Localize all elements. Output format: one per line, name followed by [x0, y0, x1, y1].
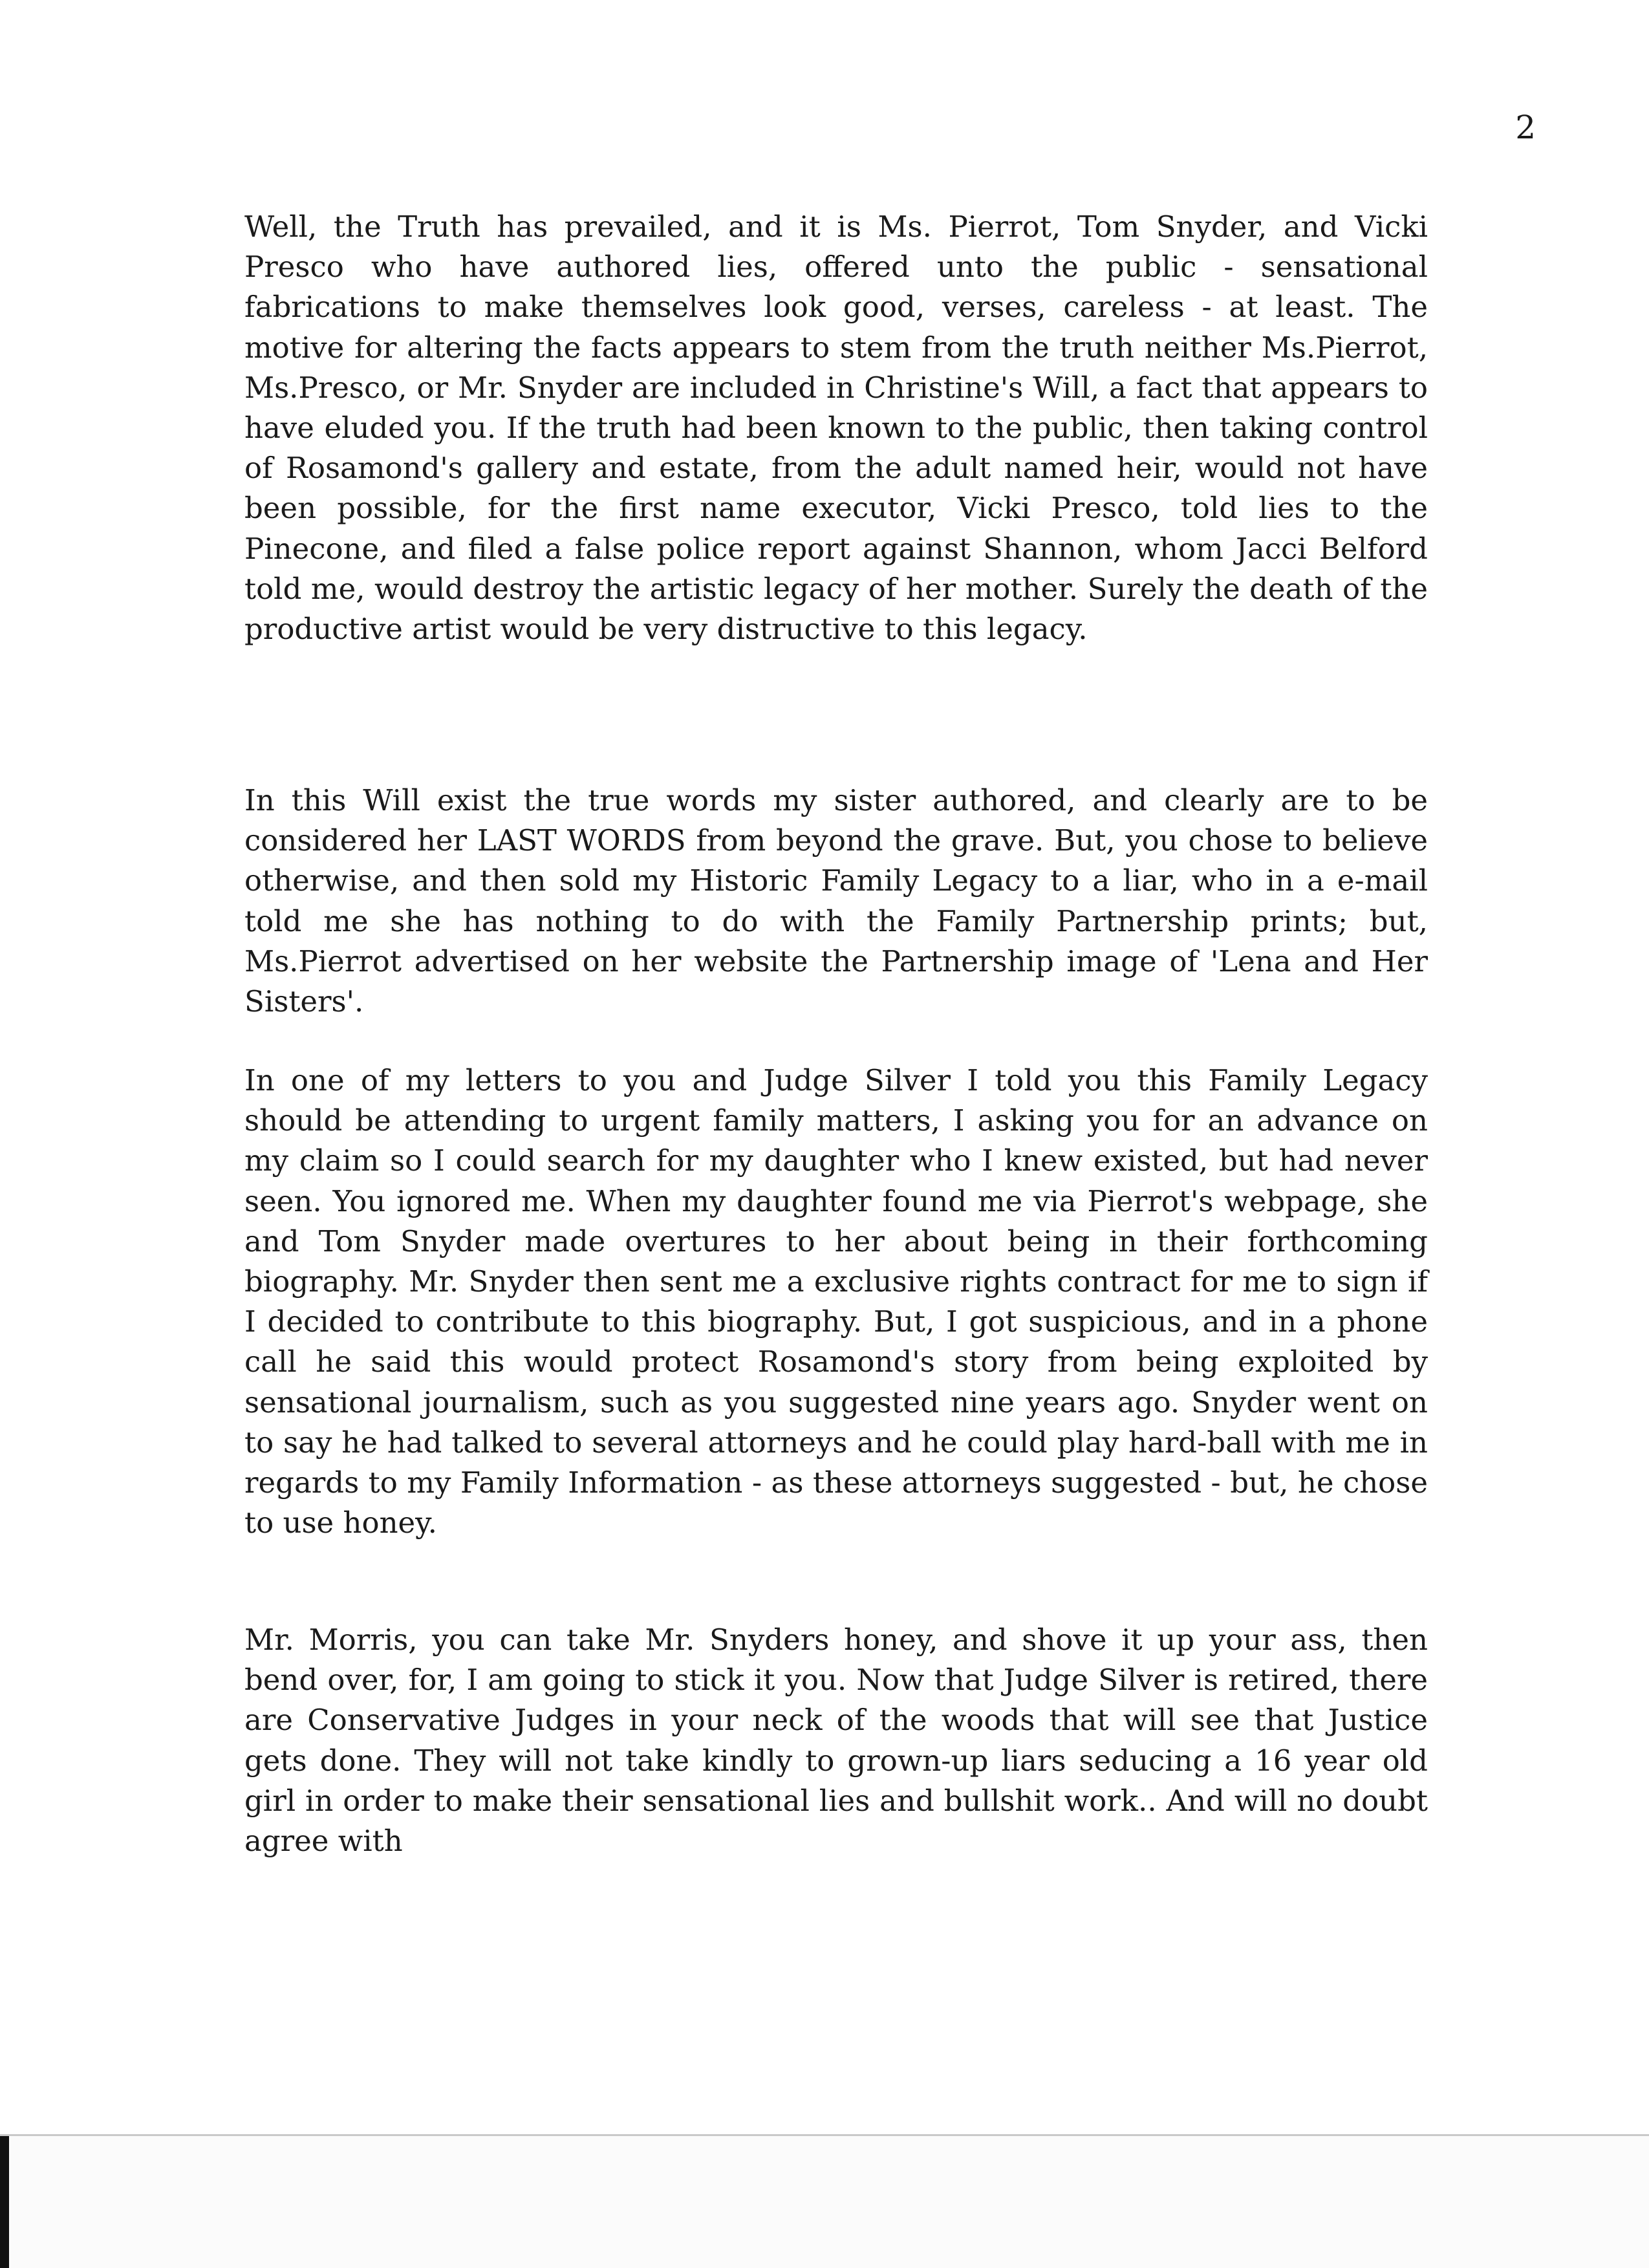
- page-number: 2: [1515, 109, 1536, 146]
- paragraph-family-legacy: In one of my letters to you and Judge Silver I told you this Family Legacy should be attending to urgent family matters, I asking you for an advance on my claim so I could search for my daughter who I knew existed, but had never seen. You ignored me. When my daughter found me via Pierrot's webpage, she and Tom Snyder made overtures to her about being in their forthcoming biography. Mr. Snyder then sent me a exclusive rights contract for me to sign if I decided to contribute to this biography. But, I got suspicious, and in a phone call he said this would protect Rosamond's story from being exploited by sensational journalism, such as you suggested nine years ago. Snyder went on to say he had talked to several attorneys and he could play hard-ball with me in regards to my Family Information - as these attorneys suggested - but, he chose to use honey.: [244, 1063, 1428, 1540]
- paragraph-truth-prevailed: Well, the Truth has prevailed, and it is Ms. Pierrot, Tom Snyder, and Vicki Presco who have authored lies, offered unto the public - sensational fabrications to make themselves look good, verses, careless - at least. The motive for altering the facts appears to stem from the truth neither Ms.Pierrot, Ms.Presco, or Mr. Snyder are included in Christine's Will, a fact that appears to have eluded you. If the truth had been known to the public, then taking control of Rosamond's gallery and estate, from the adult named heir, would not have been possible, for the first name executor, Vicki Presco, told lies to the Pinecone, and filed a false police report against Shannon, whom Jacci Belford told me, would destroy the artistic legacy of her mother. Surely the death of the productive artist would be very distructive to this legacy.: [244, 210, 1428, 647]
- scan-bottom-area: [0, 2136, 1649, 2268]
- paragraph-will-last-words: In this Will exist the true words my sister authored, and clearly are to be considered her LAST WORDS from beyond the grave. But, you chose to believe otherwise, and then sold my Historic Family Legacy to a liar, who in a e-mail told me she has nothing to do with the Family Partnership prints; but, Ms.Pierrot advertised on her website the Partnership image of 'Lena and Her Sisters'.: [244, 783, 1428, 1019]
- paragraph-mr-morris: Mr. Morris, you can take Mr. Snyders honey, and shove it up your ass, then bend over, for, I am going to stick it you. Now that Judge Silver is retired, there are Conservative Judges in your neck of the woods that will see that Justice gets done. They will not take kindly to grown-up liars seducing a 16 year old girl in order to make their sensational lies and bullshit work.. And will no doubt agree with: [244, 1623, 1428, 1859]
- scan-edge-mark: [0, 2136, 9, 2268]
